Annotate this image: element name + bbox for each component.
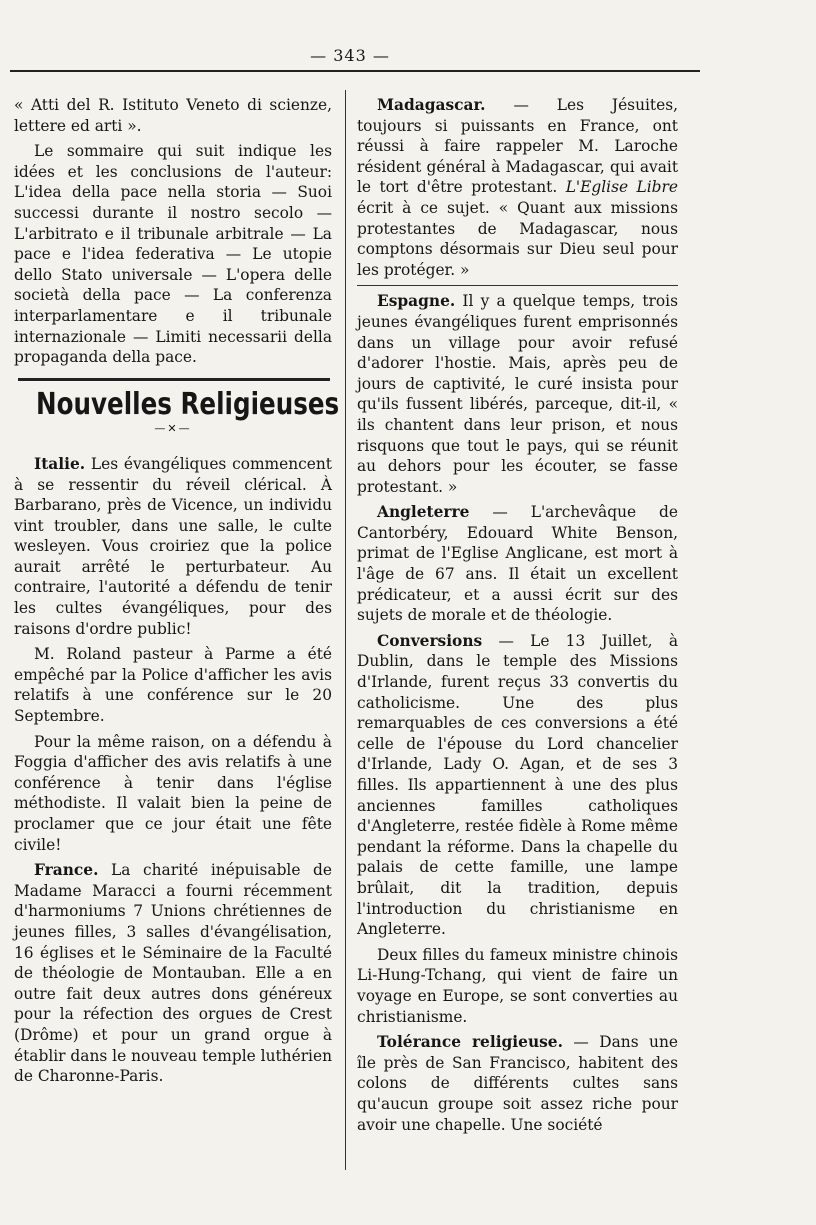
article-heading: France. (34, 861, 99, 880)
left-column (14, 95, 340, 1092)
article-body: — Dans une île près de San Francisco, habitent des colons de différents cultes sans qu'aucun groupe soit assez riche pour avoir une chapelle. Une société (357, 1033, 678, 1134)
column-divider (345, 90, 346, 1170)
ornament: —✕— (154, 422, 192, 436)
article-rule (357, 285, 678, 286)
article-body: Il y a quelque temps, trois jeunes évangéliques furent emprisonnés dans un village pour avoir refusé d'adorer l'hostie. Mais, après peu de jours de captivité, le curé insista pour qu'ils fussent libérés, parceque, dit-il, « ils chantent dans leur prison, et nous risquons que tout le pays, qui se réunit au dehors pour les écouter, se fasse protestant. » (357, 292, 678, 496)
journal-title: L'Eglise Libre (565, 178, 678, 197)
article-tolerance (357, 1032, 678, 1135)
article-foggia: Pour la même raison, on a défendu à Foggia d'afficher des avis relatifs à une conférence à tenir dans l'église méthodiste. Il valait bien la peine de proclamer que ce jour était une fête civile! (14, 732, 332, 854)
article-espagne (357, 291, 678, 497)
article-chinois: Deux filles du fameux ministre chinois Li-Hung-Tchang, qui vient de faire un voyage en Europe, se sont converties au christianisme. (357, 945, 678, 1026)
article-body: — Le 13 Juillet, à Dublin, dans le temple des Missions d'Irlande, furent reçus 33 convertis du catholicisme. Une des plus remarquables de ces conversions a été celle de l'épouse du Lord chancelier d'Irlande, Lady O. Agan, et de ses 3 filles. Ils appartiennent à une des plus anciennes familles catholiques d'Angleterre, restée fidèle à Rome même pendant la réforme. Dans la chapelle du palais de cette famille, une lampe brûlait, dit la tradition, depuis l'introduction du christianisme en Angleterre. (357, 631, 678, 939)
right-column (357, 95, 678, 1140)
article-body: Les évangéliques commencent à se ressentir du réveil clérical. À Barbarano, près de Vicence, un individu vint troubler, dans une salle, le culte wesleyen. Vous croiriez que la police aurait arrêté le perturbateur. Au contraire, l'autorité a défendu de tenir les cultes évangéliques, pour des raisons d'ordre public! (14, 454, 332, 638)
article-heading: Madagascar. (377, 96, 486, 114)
article-heading: Conversions (377, 631, 483, 650)
article-heading: Angleterre (377, 503, 470, 522)
article-madagascar (357, 95, 678, 280)
header-rule (10, 70, 700, 72)
article-italie (14, 454, 332, 639)
article-heading: Italie. (34, 454, 86, 473)
section-rule (18, 378, 330, 381)
article-angleterre (357, 502, 678, 626)
summary-paragraph: Le sommaire qui suit indique les idées et les conclusions de l'auteur: L'idea della pace nella storia — Suoi successi durante il nostro secolo — L'arbitrato e il tribunale arbitrale — La pace e l'idea federativa — Le utopie dello Stato universale — L'opera delle società della pace — La conferenza interparlamentare e il tribunale internazionale — Limiti necessarii della propaganda della pace. (14, 142, 332, 367)
article-body: — L'archevâque de Cantorbéry, Edouard White Benson, primat de l'Eglise Anglicane, est mort à l'âge de 67 ans. Il était un excellent prédicateur, et a aussi écrit sur des sujets de morale et de théologie. (357, 503, 678, 625)
article-heading: Tolérance religieuse. (377, 1033, 563, 1052)
article-heading: Espagne. (377, 292, 456, 311)
citation-paragraph: « Atti del R. Istituto Veneto di scienze, lettere ed arti ». (14, 96, 332, 135)
section-title: Nouvelles Religieuses (36, 386, 340, 422)
article-body: écrit à ce sujet. « Quant aux missions protestantes de Madagascar, nous comptons désormais sur Dieu seul pour les protéger. » (357, 198, 678, 279)
article-france (14, 860, 332, 1087)
page-number: — 343 — (310, 46, 390, 65)
article-roland: M. Roland pasteur à Parme a été empêché par la Police d'afficher les avis relatifs à une conférence sur le 20 Septembre. (14, 645, 332, 726)
article-conversions (357, 631, 678, 940)
article-body: La charité inépuisable de Madame Maracci a fourni récemment d'harmoniums 7 Unions chrétiennes de jeunes filles, 3 salles d'évangélisation, 16 églises et le Séminaire de la Faculté de théologie de Montauban. Elle a en outre fait deux autres dons généreux pour la réfection des orgues de Crest (Drôme) et pour un grand orgue à établir dans le nouveau temple luthérien de Charonne-Paris. (14, 861, 332, 1086)
article-body: — Les Jésuites, toujours si puissants en France, ont réussi à faire rappeler M. Laroche résident général à Madagascar, qui avait le tort d'être protestant. (357, 96, 678, 197)
